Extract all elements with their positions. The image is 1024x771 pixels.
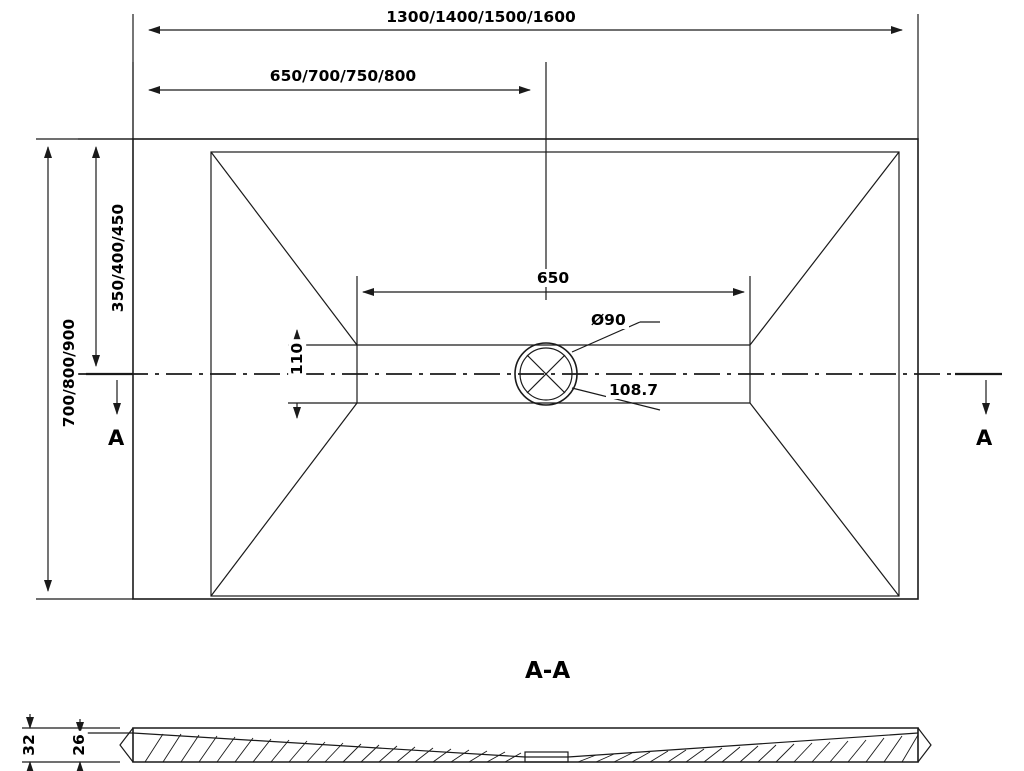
label-drain-diameter: Ø90 <box>588 311 629 329</box>
label-half-width: 650/700/750/800 <box>265 67 421 85</box>
section-mark-left-label: A <box>108 426 125 450</box>
label-overall-width: 1300/1400/1500/1600 <box>381 8 581 26</box>
label-profile-height-outer: 32 <box>20 731 38 759</box>
label-channel-width: 110 <box>288 339 306 379</box>
label-profile-height-inner: 26 <box>70 731 88 759</box>
label-overall-depth: 700/800/900 <box>60 314 78 432</box>
label-partial-depth: 350/400/450 <box>109 199 127 317</box>
label-drain-offset-x: 650 <box>532 269 574 287</box>
section-mark-right-label: A <box>976 426 993 450</box>
label-drain-detail: 108.7 <box>606 381 661 399</box>
section-title: A-A <box>525 658 571 684</box>
